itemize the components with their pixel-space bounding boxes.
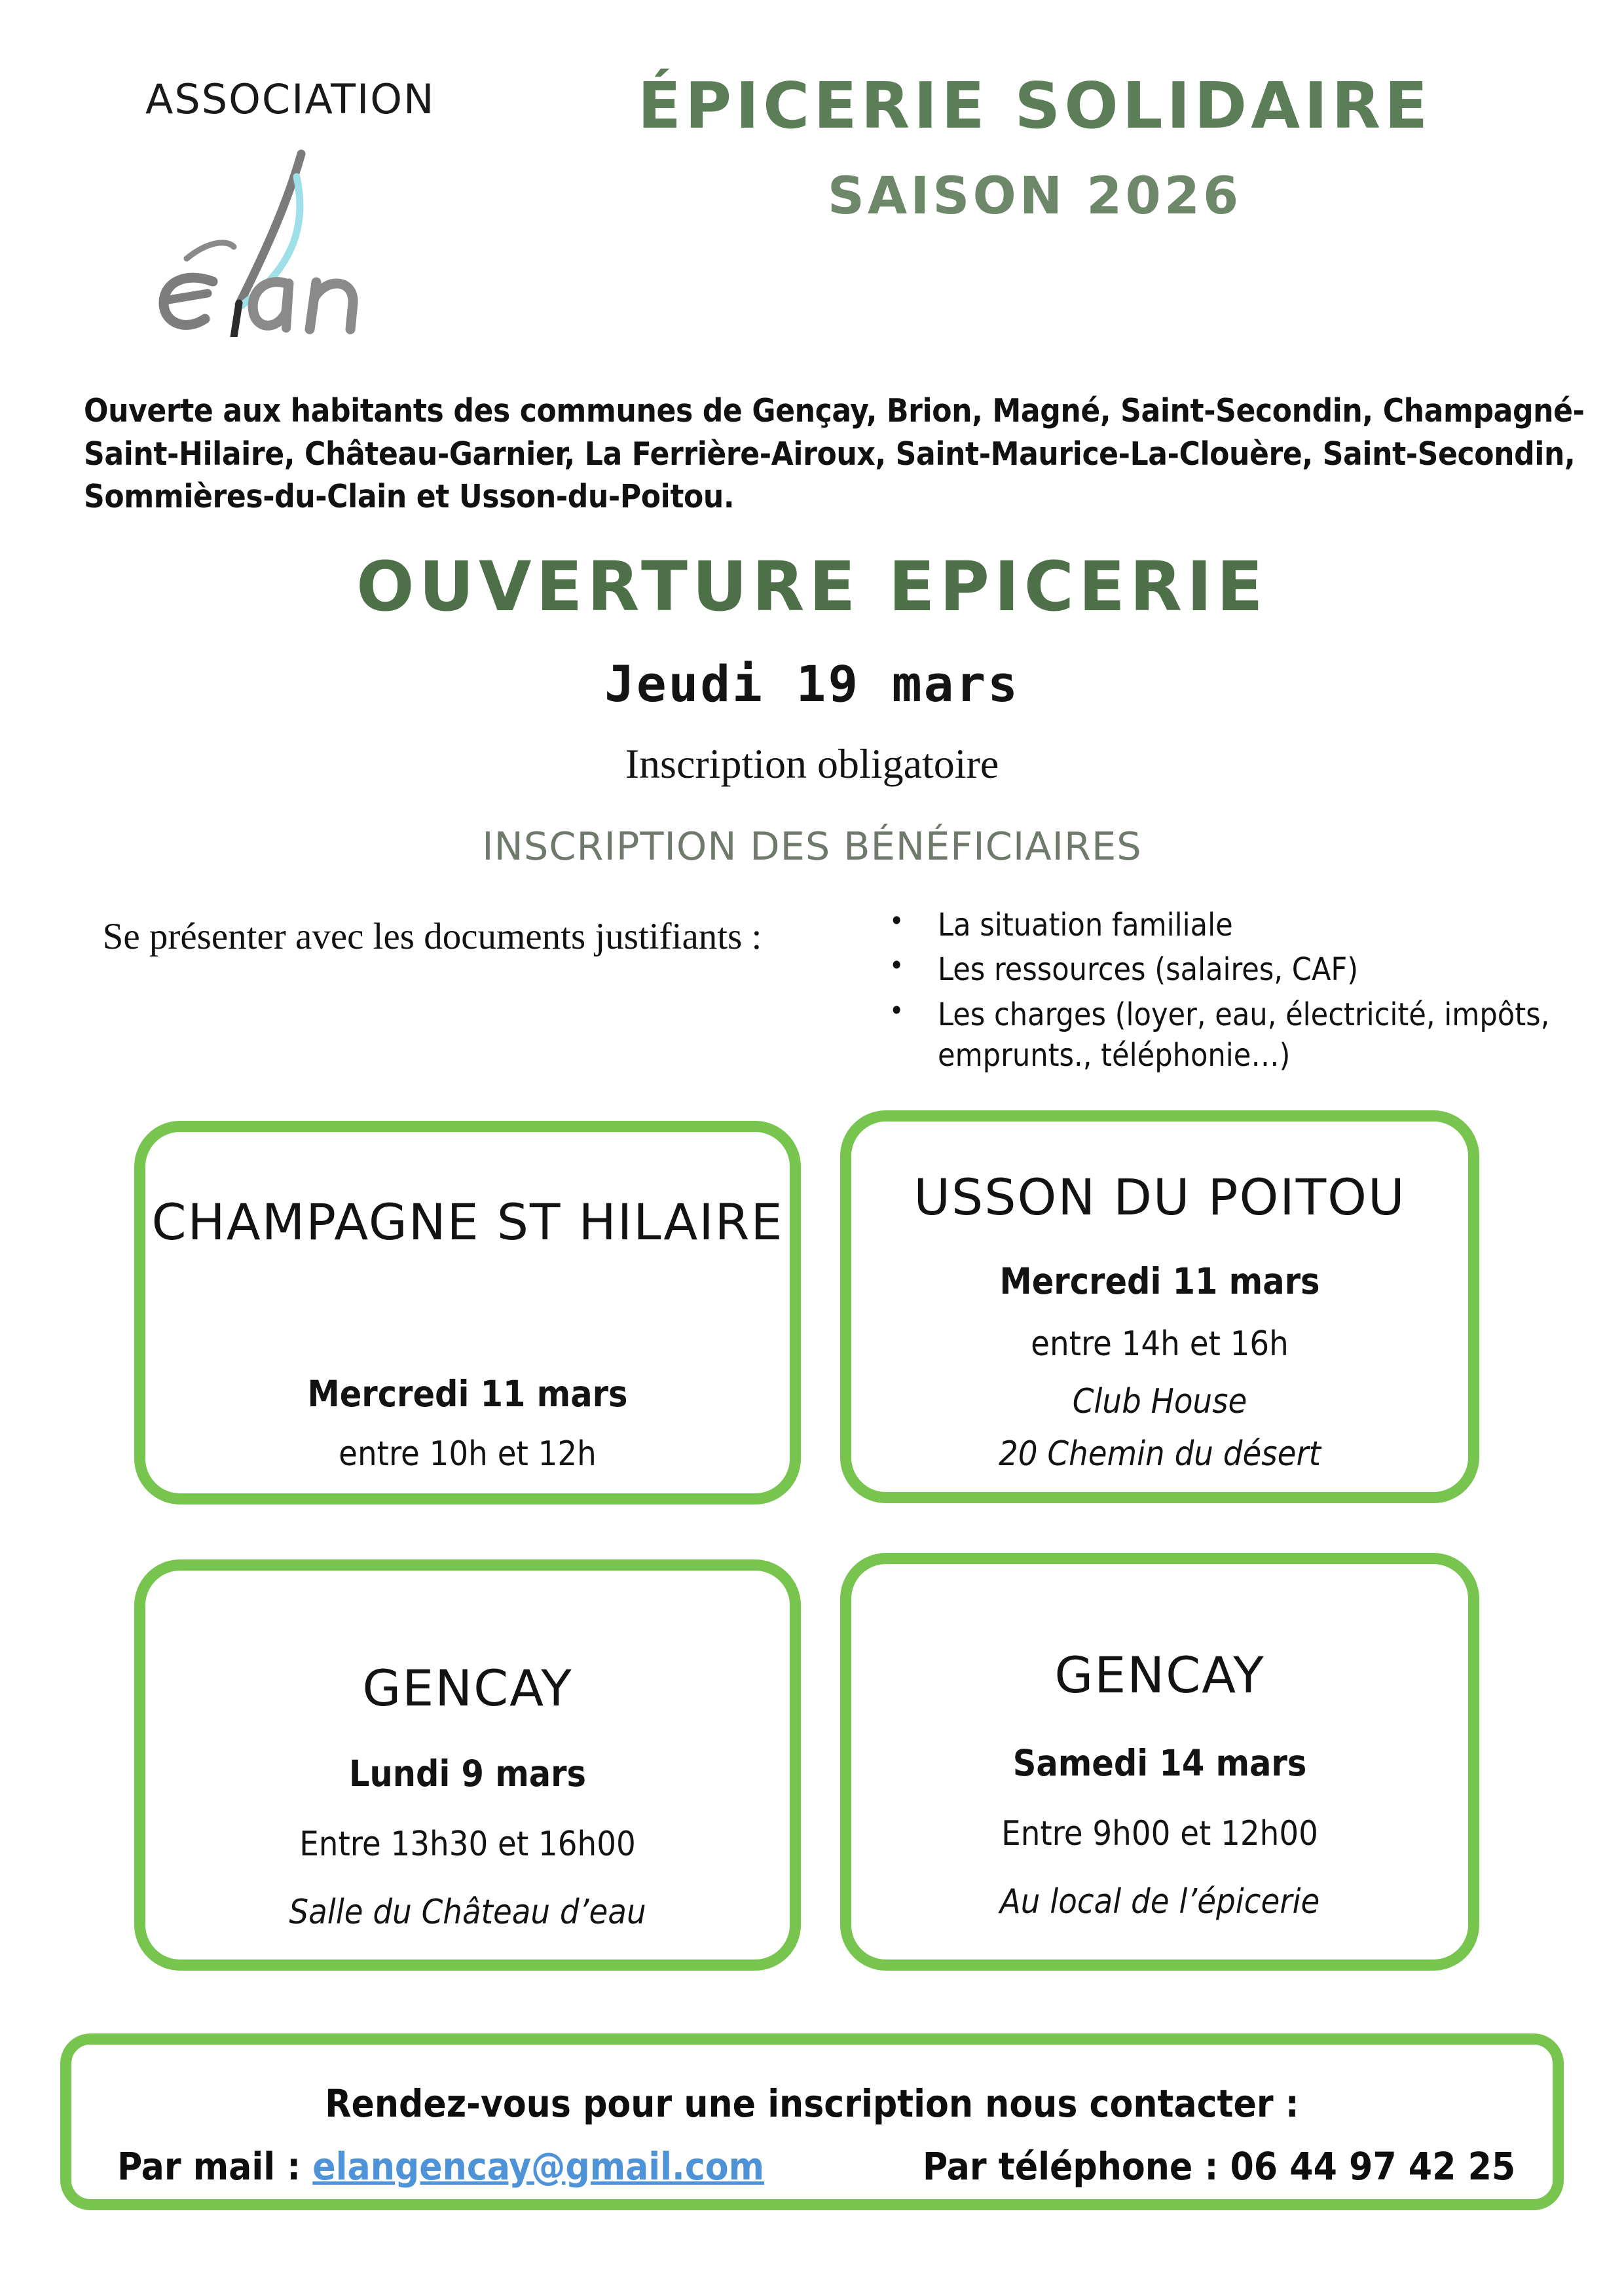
documents-lead-text: Se présenter avec les documents justifiants : <box>102 916 762 957</box>
location-time: Entre 13h30 et 16h00 <box>299 1825 636 1864</box>
location-time: entre 10h et 12h <box>339 1434 597 1474</box>
contact-phone-label: Par téléphone : <box>923 2144 1219 2189</box>
page-subtitle: SAISON 2026 <box>827 167 1242 226</box>
location-city: GENCAY <box>1054 1646 1265 1704</box>
location-card-usson-du-poitou <box>840 1110 1479 1503</box>
location-time: Entre 9h00 et 12h00 <box>1001 1814 1318 1853</box>
opening-date: Jeudi 19 mars <box>604 655 1020 713</box>
contact-mail-label: Par mail : <box>117 2144 301 2189</box>
location-venue: Salle du Château d’eau <box>289 1893 646 1932</box>
registration-required-note: Inscription obligatoire <box>625 740 999 787</box>
list-item: • Les charges (loyer, eau, électricité, impôts, emprunts., téléphonie…) <box>877 994 1572 1076</box>
page-title: ÉPICERIE SOLIDAIRE <box>637 69 1432 143</box>
contact-phone-number: 06 44 97 42 25 <box>1230 2144 1516 2189</box>
location-card-champagne-st-hilaire <box>134 1121 801 1504</box>
location-venue: Au local de l’épicerie <box>999 1882 1320 1922</box>
location-time: entre 14h et 16h <box>1031 1324 1289 1364</box>
contact-heading: Rendez-vous pour une inscription nous contacter : <box>325 2081 1299 2126</box>
opening-heading: OUVERTURE EPICERIE <box>356 547 1268 627</box>
location-date: Samedi 14 mars <box>1012 1742 1307 1784</box>
location-address: 20 Chemin du désert <box>998 1434 1321 1474</box>
location-venue: Club House <box>1072 1382 1247 1421</box>
contact-card <box>60 2033 1564 2210</box>
location-date: Mercredi 11 mars <box>999 1260 1320 1302</box>
location-date: Mercredi 11 mars <box>307 1373 628 1415</box>
list-item: • La situation familiale <box>877 905 1572 945</box>
contact-mail-row <box>117 2144 764 2189</box>
location-card-gencay-lundi <box>134 1559 801 1971</box>
location-city: USSON DU POITOU <box>913 1168 1406 1226</box>
location-city: GENCAY <box>362 1659 573 1717</box>
location-card-gencay-samedi <box>840 1553 1479 1971</box>
contact-phone-row <box>923 2144 1515 2189</box>
association-label: ASSOCIATION <box>145 75 435 123</box>
intro-paragraph: Ouverte aux habitants des communes de Gençay, Brion, Magné, Saint-Secondin, Champagné-Saint-Hilaire, Château-Garnier, La Ferrière-Airoux, Saint-Maurice-La-Clouère, Saint-Secondin, Sommières-du-Clain et Usson-du-Poitou. <box>84 392 1585 516</box>
location-city: CHAMPAGNE ST HILAIRE <box>151 1193 784 1251</box>
elan-logo <box>134 141 416 337</box>
list-item: • Les ressources (salaires, CAF) <box>877 949 1572 990</box>
location-date: Lundi 9 mars <box>348 1753 587 1795</box>
beneficiaries-registration-heading: INSCRIPTION DES BÉNÉFICIAIRES <box>482 824 1142 869</box>
documents-list <box>877 905 1572 1080</box>
contact-email-link[interactable]: elangencay@gmail.com <box>312 2144 765 2189</box>
